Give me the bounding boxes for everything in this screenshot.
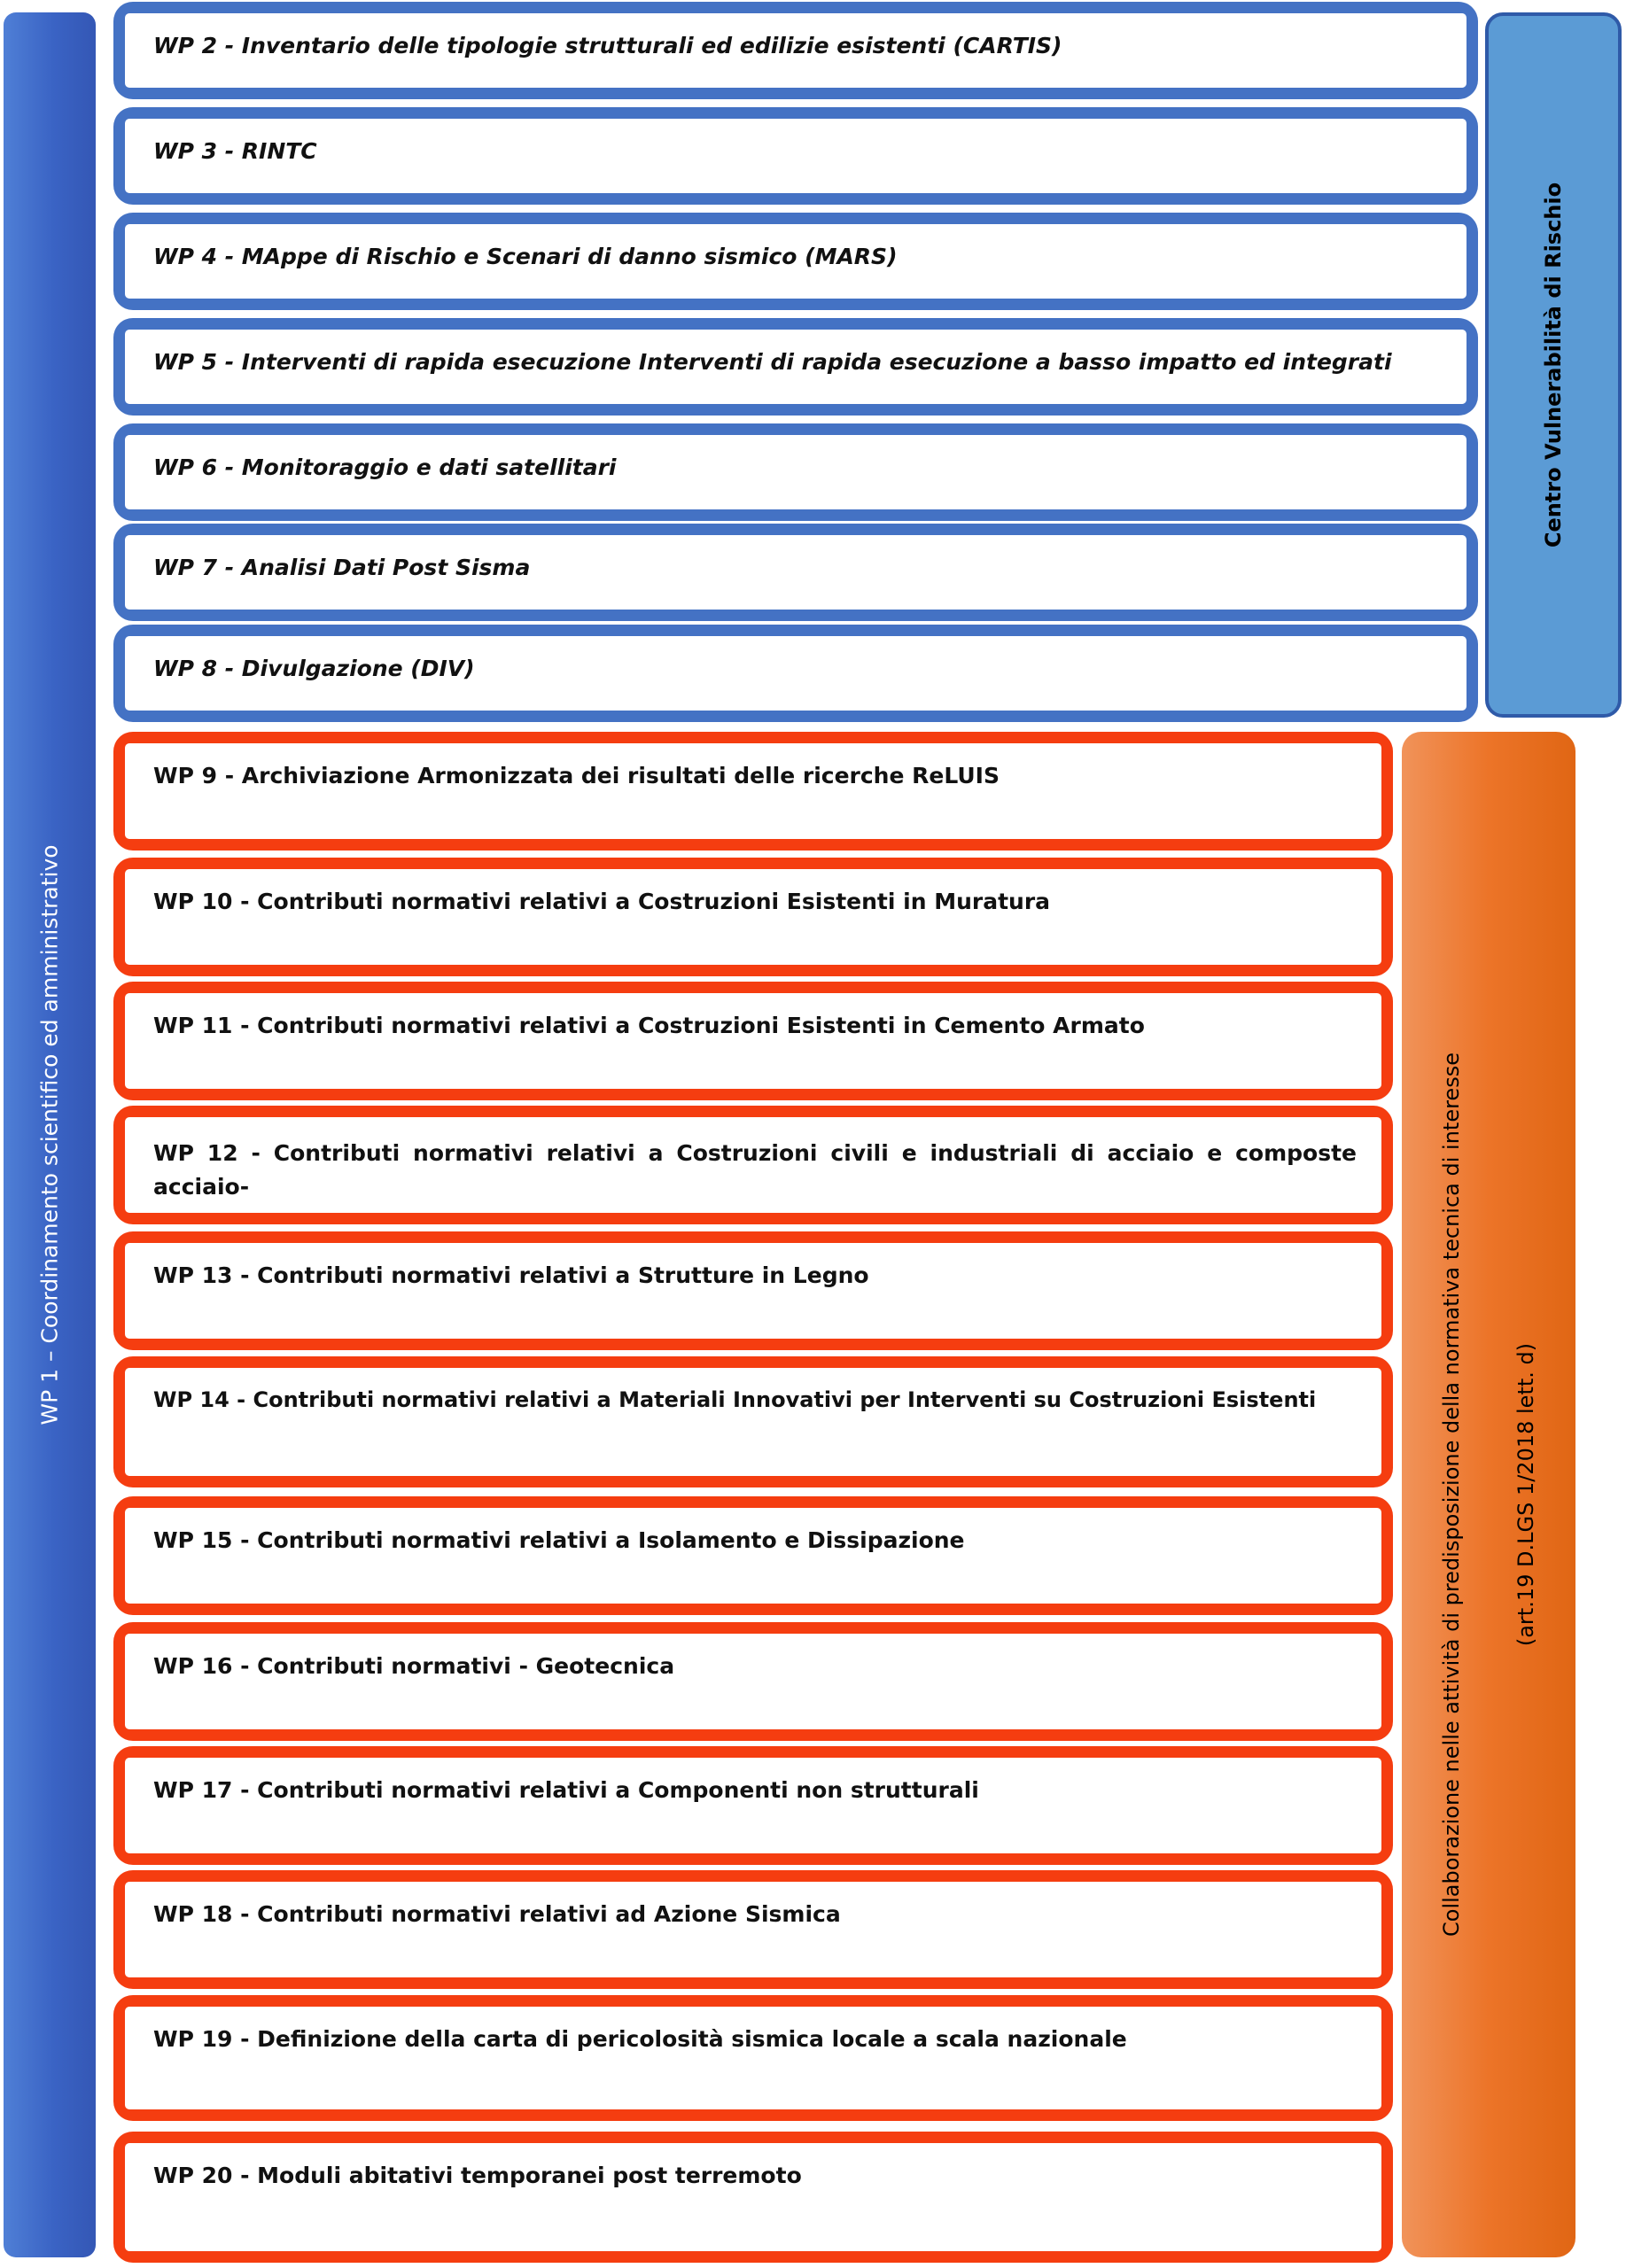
work-package-box (125, 224, 1467, 299)
work-package-box (125, 119, 1467, 193)
work-package-box (125, 13, 1467, 88)
wp1-coordination-bar (4, 12, 96, 2257)
work-package-label: WP 2 - Inventario delle tipologie strutturali ed edilizie esistenti (CARTIS) (153, 33, 1062, 58)
work-package-box (125, 1243, 1381, 1339)
work-package-wp13 (113, 1231, 1393, 1350)
work-package-label: WP 11 - Contributi normativi relativi a Costruzioni Esistenti in Cemento Armato (153, 1013, 1145, 1038)
work-package-box (125, 993, 1381, 1089)
wp1-label: WP 1 – Coordinamento scientifico ed amministrativo (36, 844, 63, 1425)
work-package-label: WP 5 - Interventi di rapida esecuzione Interventi di rapida esecuzione a basso impatto ed integrati (153, 349, 1392, 375)
work-package-label: WP 17 - Contributi normativi relativi a Componenti non strutturali (153, 1777, 979, 1803)
work-package-label: WP 10 - Contributi normativi relativi a Costruzioni Esistenti in Muratura (153, 889, 1051, 914)
work-package-label: WP 4 - MAppe di Rischio e Scenari di danno sismico (MARS) (153, 244, 898, 269)
work-package-box (125, 1758, 1381, 1853)
work-package-wp10 (113, 858, 1393, 976)
work-package-label: WP 16 - Contributi normativi - Geotecnica (153, 1653, 675, 1679)
work-package-box (125, 330, 1467, 404)
work-package-label: WP 18 - Contributi normativi relativi ad Azione Sismica (153, 1901, 841, 1927)
work-package-wp2 (113, 2, 1478, 99)
vulnerability-center-label: Centro Vulnerabilità di Rischio (1541, 182, 1566, 548)
work-package-label: WP 9 - Archiviazione Armonizzata dei risultati delle ricerche ReLUIS (153, 763, 1000, 788)
technical-standards-label (1414, 1052, 1563, 1937)
work-package-label: WP 15 - Contributi normativi relativi a Isolamento e Dissipazione (153, 1527, 965, 1553)
work-package-wp5 (113, 318, 1478, 416)
work-package-label: WP 13 - Contributi normativi relativi a Strutture in Legno (153, 1262, 869, 1288)
work-package-wp6 (113, 423, 1478, 521)
work-package-box (125, 2143, 1381, 2251)
work-package-wp15 (113, 1496, 1393, 1615)
work-package-label: WP 14 - Contributi normativi relativi a Materiali Innovativi per Interventi su Costruzioni Esistenti (153, 1387, 1317, 1412)
work-package-wp8 (113, 625, 1478, 722)
work-package-box (125, 1368, 1381, 1476)
technical-standards-line-2: (art.19 D.LGS 1/2018 lett. d) (1513, 1342, 1538, 1647)
work-package-label: WP 20 - Moduli abitativi temporanei post terremoto (153, 2163, 802, 2188)
work-package-wp18 (113, 1870, 1393, 1989)
work-package-box (125, 1117, 1381, 1213)
work-package-box (125, 2007, 1381, 2109)
work-package-box (125, 1634, 1381, 1729)
work-package-wp12 (113, 1106, 1393, 1224)
work-package-box (125, 636, 1467, 711)
work-package-wp11 (113, 982, 1393, 1100)
work-package-label: WP 19 - Definizione della carta di pericolosità sismica locale a scala nazionale (153, 2026, 1127, 2052)
work-package-wp14 (113, 1356, 1393, 1487)
work-package-box (125, 535, 1467, 610)
work-package-label: WP 12 - Contributi normativi relativi a Costruzioni civili e industriali di acciaio e composte acciaio- (153, 1140, 1357, 1200)
work-package-box (125, 743, 1381, 839)
technical-standards-box (1402, 732, 1575, 2257)
work-package-wp9 (113, 732, 1393, 850)
work-package-label: WP 6 - Monitoraggio e dati satellitari (153, 454, 617, 480)
work-package-wp19 (113, 1995, 1393, 2121)
vulnerability-center-box (1485, 12, 1622, 718)
work-package-label: WP 3 - RINTC (153, 138, 317, 164)
work-package-box (125, 869, 1381, 965)
work-package-wp20 (113, 2132, 1393, 2263)
work-package-box (125, 1508, 1381, 1604)
work-package-wp4 (113, 213, 1478, 310)
work-package-box (125, 435, 1467, 509)
work-package-wp7 (113, 524, 1478, 621)
work-package-wp17 (113, 1746, 1393, 1865)
work-package-label: WP 8 - Divulgazione (DIV) (153, 656, 475, 681)
work-package-wp16 (113, 1622, 1393, 1741)
work-package-wp3 (113, 107, 1478, 205)
technical-standards-line-1: Collaborazione nelle attività di predisposizione della normativa tecnica di interesse (1439, 1052, 1464, 1937)
work-package-label: WP 7 - Analisi Dati Post Sisma (153, 555, 531, 580)
work-package-box (125, 1882, 1381, 1977)
